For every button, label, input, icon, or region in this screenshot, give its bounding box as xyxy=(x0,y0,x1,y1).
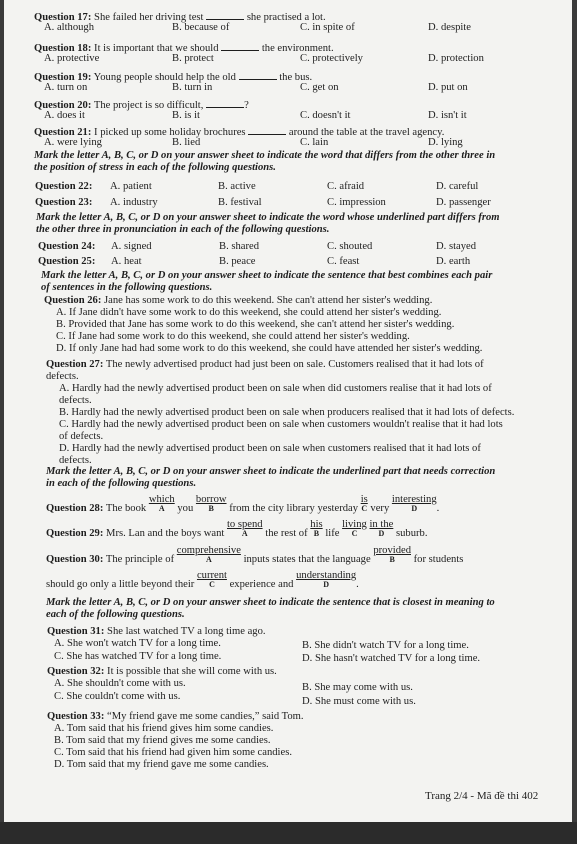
option-a: A. although xyxy=(44,22,95,33)
answer-blank xyxy=(221,41,259,51)
exam-page xyxy=(4,0,572,822)
stem-text: inputs states that the language xyxy=(243,554,371,565)
part-letter: D xyxy=(323,580,329,589)
underlined-text: provided xyxy=(373,545,411,556)
option-c-cont: of defects. xyxy=(59,431,104,442)
option-c: C. feast xyxy=(327,256,360,267)
underlined-part-c xyxy=(197,571,227,589)
question-label: Question 17: xyxy=(34,12,92,23)
stem-text: the rest of xyxy=(265,528,308,539)
option-a: A. She shouldn't come with us. xyxy=(54,678,186,689)
underlined-text: comprehensive xyxy=(176,545,241,556)
option-b: B. lied xyxy=(172,137,201,148)
question-stem: Young people should help the old xyxy=(93,72,236,83)
underlined-part-c xyxy=(342,520,367,538)
option-a-cont: defects. xyxy=(59,395,92,406)
underlined-part-b xyxy=(196,495,227,513)
underlined-part-a xyxy=(177,546,241,564)
instruction-line: the other three in pronunciation in each of the following questions. xyxy=(36,224,330,235)
underlined-part-d xyxy=(296,571,356,589)
question-stem: The project is so difficult, xyxy=(93,100,204,111)
option-a: A. patient xyxy=(110,181,152,192)
answer-blank xyxy=(206,98,244,108)
option-c: C. afraid xyxy=(327,181,365,192)
option-a: A. She won't watch TV for a long time. xyxy=(54,638,221,649)
option-b: B. Provided that Jane has some work to do this weekend, she can't attend her sister's wedding. xyxy=(56,319,455,330)
instruction-line: in each of the following questions. xyxy=(46,478,197,489)
page-footer: Trang 2/4 - Mã đề thi 402 xyxy=(425,790,539,802)
option-c: C. in spite of xyxy=(300,22,355,33)
underlined-part-d xyxy=(369,520,393,538)
question-stem: She last watched TV a long time ago. xyxy=(107,626,266,637)
underlined-part-a xyxy=(227,520,263,538)
underlined-text: his xyxy=(310,519,323,530)
question-label: Question 25: xyxy=(38,256,96,267)
question-stem-end: she practised a lot. xyxy=(246,12,326,23)
option-b: B. turn in xyxy=(172,82,213,93)
option-b: B. because of xyxy=(172,22,230,33)
stem-text: The principle of xyxy=(105,554,175,565)
part-letter: B xyxy=(389,555,395,564)
instruction-line: Mark the letter A, B, C, or D on your answer sheet to indicate the word that differs from the other three in xyxy=(34,150,496,161)
option-c: C. doesn't it xyxy=(300,110,351,121)
option-a: A. Tom said that his friend gives him some candies. xyxy=(54,723,274,734)
option-d: D. protection xyxy=(428,53,484,64)
question-label: Question 19: xyxy=(34,72,92,83)
part-letter: D xyxy=(378,529,385,538)
stem-text: . xyxy=(356,579,359,590)
stem-text: should go only a little beyond their xyxy=(46,579,195,590)
option-b: B. protect xyxy=(172,53,214,64)
part-letter: C xyxy=(361,504,368,513)
option-d: D. Tom said that my friend gave me some candies. xyxy=(54,759,269,770)
option-b: B. is it xyxy=(172,110,200,121)
underlined-text: in the xyxy=(369,519,394,530)
photo-background-edge xyxy=(0,822,577,844)
instruction-line: each of the following questions. xyxy=(46,609,185,620)
option-a: A. heat xyxy=(111,256,142,267)
question-stem: She failed her driving test xyxy=(94,12,204,23)
option-c: C. She has watched TV for a long time. xyxy=(54,651,222,662)
instruction-line: Mark the letter A, B, C, or D on your answer sheet to indicate the sentence that is closest in meaning to xyxy=(46,597,495,608)
part-letter: C xyxy=(209,580,215,589)
question-label: Question 20: xyxy=(34,100,92,111)
instruction-line: Mark the letter A, B, C, or D on your answer sheet to indicate the underlined part that needs correction xyxy=(46,466,496,477)
underlined-text: which xyxy=(148,494,175,505)
stem-text: experience and xyxy=(229,579,294,590)
option-b: B. festival xyxy=(218,197,262,208)
question-label: Question 33: xyxy=(47,711,105,722)
option-a: A. turn on xyxy=(44,82,88,93)
option-d: D. She hasn't watched TV for a long time. xyxy=(302,653,481,664)
underlined-part-b xyxy=(373,546,411,564)
option-d: D. put on xyxy=(428,82,468,93)
question-label: Question 27: xyxy=(46,359,104,370)
part-letter: A xyxy=(205,555,212,564)
option-b: B. shared xyxy=(219,241,260,252)
option-c: C. If Jane had some work to do this weekend, she could attend her sister's wedding. xyxy=(56,331,410,342)
question-stem-cont: defects. xyxy=(46,371,79,382)
answer-blank xyxy=(239,70,277,80)
option-d: D. Hardly had the newly advertised product been on sale when customers realised that it had lots of xyxy=(59,443,481,454)
part-letter: D xyxy=(411,504,418,513)
stem-text: Mrs. Lan and the boys want xyxy=(106,528,225,539)
underlined-text: is xyxy=(360,494,368,505)
question-stem: It is important that we should xyxy=(94,43,219,54)
part-letter: A xyxy=(241,529,248,538)
question-label: Question 31: xyxy=(47,626,105,637)
option-c: C. She couldn't come with us. xyxy=(54,691,181,702)
question-label: Question 24: xyxy=(38,241,96,252)
option-c: C. protectively xyxy=(300,53,363,64)
stem-text: for students xyxy=(413,554,464,565)
option-d: D. If only Jane had had some work to do this weekend, she could have attended her sister's wedding. xyxy=(56,343,483,354)
option-d: D. passenger xyxy=(436,197,491,208)
option-d: D. isn't it xyxy=(428,110,467,121)
instruction-line: Mark the letter A, B, C, or D on your answer sheet to indicate the sentence that best combines each pair xyxy=(41,270,493,281)
question-label: Question 18: xyxy=(34,43,92,54)
question-stem: It is possible that she will come with us. xyxy=(107,666,277,677)
option-d: D. careful xyxy=(436,181,479,192)
option-a: A. does it xyxy=(44,110,85,121)
question-label: Question 21: xyxy=(34,127,92,138)
question-stem-end: around the table at the travel agency. xyxy=(288,127,445,138)
option-b: B. Hardly had the newly advertised product been on sale when producers realised that it had lots of defects. xyxy=(59,407,515,418)
instruction-line: the position of stress in each of the following questions. xyxy=(34,162,276,173)
question-label: Question 32: xyxy=(47,666,105,677)
question-stem: “My friend gave me some candies,” said Tom. xyxy=(107,711,304,722)
underlined-text: living xyxy=(342,519,367,530)
option-a: A. were lying xyxy=(44,137,102,148)
underlined-part-b xyxy=(310,520,322,538)
question-label: Question 28: xyxy=(46,503,104,514)
question-stem-end: the environment. xyxy=(261,43,334,54)
option-c: C. impression xyxy=(327,197,386,208)
underlined-text: borrow xyxy=(195,494,227,505)
stem-text: you xyxy=(177,503,194,514)
stem-text: The book xyxy=(105,503,147,514)
answer-blank xyxy=(248,125,286,135)
stem-text: suburb. xyxy=(395,528,428,539)
underlined-part-c xyxy=(361,495,368,513)
option-a: A. Hardly had the newly advertised product been on sale when did customers realise that it had lots of xyxy=(59,383,492,394)
instruction-line: of sentences in the following questions. xyxy=(41,282,213,293)
instruction-line: Mark the letter A, B, C, or D on your answer sheet to indicate the word whose underlined part differs from xyxy=(36,212,500,223)
question-label: Question 30: xyxy=(46,554,104,565)
option-d: D. stayed xyxy=(436,241,477,252)
answer-blank xyxy=(206,10,244,20)
stem-text: life xyxy=(325,528,340,539)
underlined-part-a xyxy=(149,495,175,513)
option-d: D. She must come with us. xyxy=(302,696,416,707)
question-label: Question 23: xyxy=(35,197,93,208)
question-stem: The newly advertised product had just been on sale. Customers realised that it had lots of xyxy=(105,359,484,370)
option-a: A. If Jane didn't have some work to do this weekend, she could attend her sister's wedding. xyxy=(56,307,442,318)
option-d: D. earth xyxy=(436,256,471,267)
stem-text: from the city library yesterday xyxy=(229,503,359,514)
part-letter: A xyxy=(158,504,165,513)
option-c: C. shouted xyxy=(327,241,373,252)
option-b: B. active xyxy=(218,181,256,192)
question-stem-end: ? xyxy=(244,100,249,111)
question-stem: I picked up some holiday brochures xyxy=(94,127,246,138)
option-b: B. She didn't watch TV for a long time. xyxy=(302,640,469,651)
question-label: Question 29: xyxy=(46,528,104,539)
question-label: Question 22: xyxy=(35,181,93,192)
option-a: A. signed xyxy=(111,241,152,252)
option-c: C. lain xyxy=(300,137,329,148)
question-stem: Jane has some work to do this weekend. She can't attend her sister's wedding. xyxy=(104,295,433,306)
part-letter: B xyxy=(208,504,214,513)
option-a: A. industry xyxy=(110,197,158,208)
stem-text: very xyxy=(370,503,390,514)
question-label: Question 26: xyxy=(44,295,102,306)
part-letter: B xyxy=(313,529,320,538)
option-d: D. despite xyxy=(428,22,471,33)
underlined-part-d xyxy=(392,495,437,513)
option-c: C. Hardly had the newly advertised product been on sale when customers wouldn't realise that it had lots xyxy=(59,419,503,430)
underlined-text: current xyxy=(196,570,227,581)
part-letter: C xyxy=(351,529,358,538)
stem-text: . xyxy=(436,503,440,514)
option-b: B. peace xyxy=(219,256,256,267)
option-a: A. protective xyxy=(44,53,100,64)
question-stem-end: the bus. xyxy=(279,72,313,83)
option-c: C. Tom said that his friend had given him some candies. xyxy=(54,747,292,758)
underlined-text: interesting xyxy=(391,494,437,505)
option-d-cont: defects. xyxy=(59,455,92,466)
option-c: C. get on xyxy=(300,82,339,93)
option-d: D. lying xyxy=(428,137,463,148)
option-b: B. She may come with us. xyxy=(302,682,413,693)
underlined-text: understanding xyxy=(296,570,357,581)
underlined-text: to spend xyxy=(226,519,263,530)
option-b: B. Tom said that my friend gives me some candies. xyxy=(54,735,271,746)
